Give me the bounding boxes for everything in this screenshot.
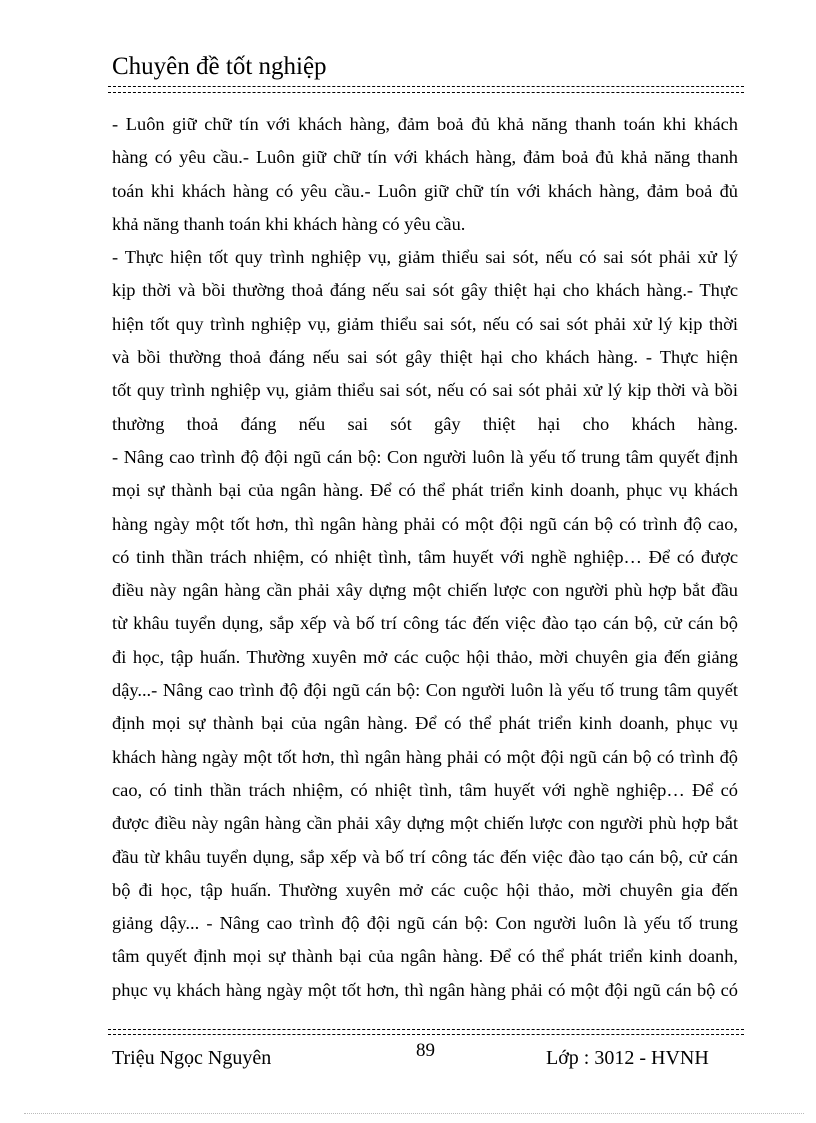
text-line: mọi sự thành bại của ngân hàng. Để có thể phát triển kinh doanh, phục vụ khách — [112, 480, 738, 501]
page-header-title: Chuyên đề tốt nghiệp — [112, 53, 327, 80]
text-line: điều này ngân hàng cần phải xây dựng một chiến lược con người phù hợp bắt đầu — [112, 580, 738, 601]
text-line: từ khâu tuyển dụng, sắp xếp và bố trí công tác đến việc đào tạo cán bộ, cử cán bộ — [112, 613, 738, 634]
text-line: - Thực hiện tốt quy trình nghiệp vụ, giảm thiểu sai sót, nếu có sai sót phải xử lý — [112, 247, 738, 268]
text-line: đầu từ khâu tuyển dụng, sắp xếp và bố trí công tác đến việc đào tạo cán bộ, cử cán — [112, 846, 738, 867]
text-line: và bồi thường thoả đáng nếu sai sót gây thiệt hại cho khách hàng. - Thực hiện — [112, 347, 738, 368]
footer-divider-secondary — [108, 1034, 744, 1035]
text-line: hàng ngày một tốt hơn, thì ngân hàng phải có một đội ngũ cán bộ có trình độ cao, — [112, 513, 738, 534]
text-line: đi học, tập huấn. Thường xuyên mở các cuộc hội thảo, mời chuyên gia đến giảng — [112, 646, 738, 667]
text-line: giảng dậy... - Nâng cao trình độ đội ngũ cán bộ: Con người luôn là yếu tố trung — [112, 913, 738, 934]
body-text — [112, 108, 738, 1007]
footer-class-label: Lớp : 3012 - HVNH — [546, 1047, 709, 1069]
text-line: bộ đi học, tập huấn. Thường xuyên mở các cuộc hội thảo, mời chuyên gia đến — [112, 879, 738, 900]
text-line: khả năng thanh toán khi khách hàng có yêu cầu. — [112, 213, 466, 234]
text-line: dậy...- Nâng cao trình độ đội ngũ cán bộ: Con người luôn là yếu tố trung tâm quyết — [112, 680, 738, 701]
text-line: phục vụ khách hàng ngày một tốt hơn, thì ngân hàng phải có một đội ngũ cán bộ có — [112, 979, 738, 1000]
text-line: hiện tốt quy trình nghiệp vụ, giảm thiểu sai sót, nếu có sai sót phải xử lý kịp thời — [112, 313, 738, 334]
page-edge-border — [24, 1113, 804, 1114]
text-line: định mọi sự thành bại của ngân hàng. Để có thể phát triển kinh doanh, phục vụ — [112, 713, 738, 734]
footer-author: Triệu Ngọc Nguyên — [112, 1047, 272, 1069]
text-line: kịp thời và bồi thường thoả đáng nếu sai sót gây thiệt hại cho khách hàng.- Thực — [112, 280, 738, 301]
text-line: được điều này ngân hàng cần phải xây dựng một chiến lược con người phù hợp bắt — [112, 813, 738, 834]
text-line: cao, có tinh thần trách nhiệm, có nhiệt tình, tâm huyết với nghề nghiệp… Để có — [112, 779, 738, 800]
text-line: tốt quy trình nghiệp vụ, giảm thiểu sai sót, nếu có sai sót phải xử lý kịp thời và bồi — [112, 380, 738, 401]
header-divider-secondary — [108, 92, 744, 93]
text-line: hàng có yêu cầu.- Luôn giữ chữ tín với khách hàng, đảm boả đủ khả năng thanh — [112, 147, 738, 168]
page-number: 89 — [416, 1040, 435, 1061]
text-line: - Luôn giữ chữ tín với khách hàng, đảm boả đủ khả năng thanh toán khi khách — [112, 114, 738, 134]
header-divider — [108, 86, 744, 87]
text-line: tâm quyết định mọi sự thành bại của ngân hàng. Để có thể phát triển kinh doanh, — [112, 946, 738, 967]
text-line: có tinh thần trách nhiệm, có nhiệt tình, tâm huyết với nghề nghiệp… Để có được — [112, 546, 738, 567]
text-line: toán khi khách hàng có yêu cầu.- Luôn giữ chữ tín với khách hàng, đảm boả đủ — [112, 180, 738, 201]
text-line: khách hàng ngày một tốt hơn, thì ngân hàng phải có một đội ngũ cán bộ có trình độ — [112, 746, 738, 767]
text-line: - Nâng cao trình độ đội ngũ cán bộ: Con người luôn là yếu tố trung tâm quyết định — [112, 446, 738, 467]
footer-divider — [108, 1029, 744, 1030]
text-line: thường thoả đáng nếu sai sót gây thiệt hại cho khách hàng. — [112, 413, 738, 434]
